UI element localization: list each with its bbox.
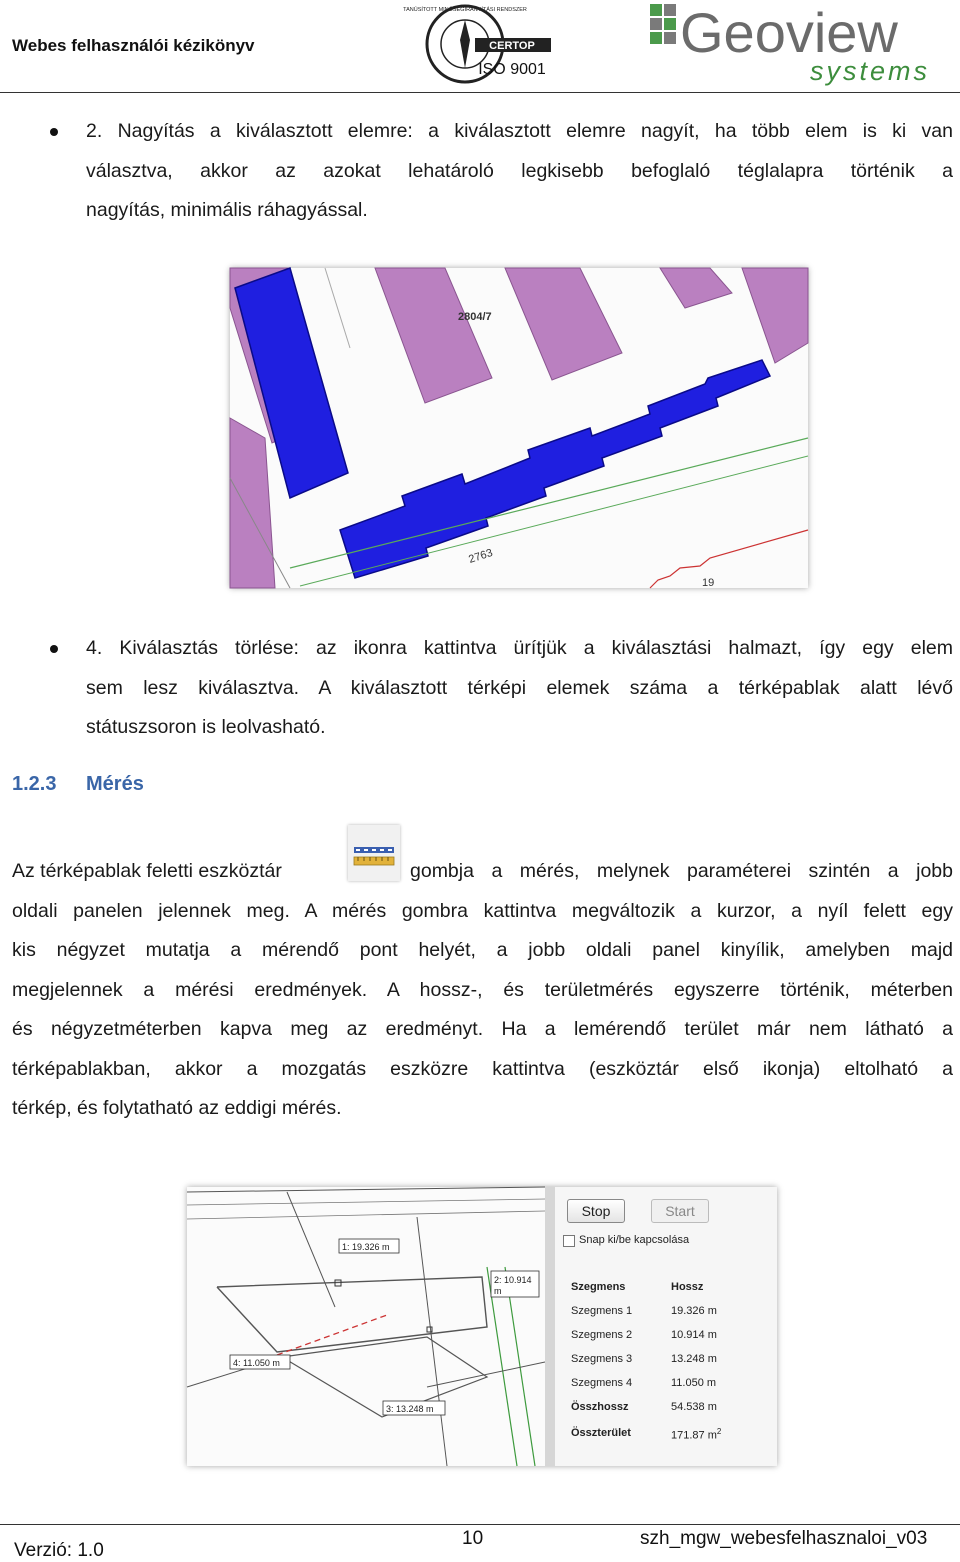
snap-label: Snap ki/be kapcsolása bbox=[579, 1234, 690, 1246]
start-button[interactable]: Start bbox=[651, 1199, 709, 1223]
area-unit-superscript: 2 bbox=[716, 1427, 722, 1436]
item-number: 4. bbox=[86, 637, 103, 659]
logo-main-text: Geoview bbox=[680, 1, 898, 64]
panel-splitter[interactable] bbox=[545, 1187, 555, 1466]
col-length-header: Hossz bbox=[671, 1281, 704, 1293]
map-label-1: 1: 19.326 m bbox=[342, 1242, 390, 1252]
header-rule bbox=[0, 92, 960, 93]
item-2-text: 2. Nagyítás a kiválasztott elemre: a kiválasztott elemre nagyít, ha több elem is ki van választva, akkor az azokat lehatároló legkisebb befoglaló téglalapra történik a nagyítás, minimális ráhagyással. bbox=[86, 120, 954, 221]
footer-version: Verzió: 1.0 bbox=[14, 1540, 104, 1561]
geoview-logo bbox=[650, 2, 955, 88]
bullet bbox=[50, 645, 58, 653]
measure-panel bbox=[555, 1187, 777, 1466]
segment-name: Szegmens 1 bbox=[571, 1305, 633, 1317]
measure-map bbox=[187, 1187, 545, 1466]
total-length-label: Összhossz bbox=[571, 1401, 629, 1413]
segment-name: Szegmens 4 bbox=[571, 1377, 633, 1389]
map-label-2763: 2763 bbox=[467, 546, 495, 566]
stop-button[interactable]: Stop bbox=[567, 1199, 625, 1223]
iso-certificate-logo bbox=[403, 2, 560, 88]
cert-brand: CERTOP bbox=[489, 40, 535, 52]
segment-value: 11.050 m bbox=[671, 1377, 717, 1389]
section-heading bbox=[12, 773, 144, 796]
logo-sub-text: systems bbox=[810, 56, 931, 86]
cert-ring-text: TANÚSÍTOTT MINŐSÉGIRÁNYÍTÁSI RENDSZER bbox=[403, 7, 527, 13]
segment-value: 13.248 m bbox=[671, 1353, 717, 1365]
bullet bbox=[50, 128, 58, 136]
total-area-value: 171.87 $m^2$ bbox=[671, 1427, 722, 1442]
cert-standard: ISO 9001 bbox=[478, 61, 546, 78]
item-number: 2. bbox=[86, 120, 103, 142]
snap-checkbox[interactable] bbox=[563, 1235, 575, 1247]
section-title: Mérés bbox=[86, 773, 144, 795]
section-number: 1.2.3 bbox=[12, 773, 57, 795]
total-length-value: 54.538 m bbox=[671, 1401, 717, 1413]
footer-page-number: 10 bbox=[462, 1528, 484, 1549]
item-4-text: 4. Kiválasztás törlése: az ikonra kattintva ürítjük a kiválasztási halmazt, így egy elem sem lesz kiválasztva. A kiválasztott térképi elemek száma a térképablak alatt lévő státuszsoron is leolvasható. bbox=[86, 637, 953, 738]
map-label-19: 19 bbox=[702, 577, 715, 589]
col-segment-header: Szegmens bbox=[571, 1281, 626, 1293]
segment-value: 10.914 m bbox=[671, 1329, 717, 1341]
map-label-2-unit: m bbox=[494, 1286, 502, 1296]
total-area-label: Összterület bbox=[571, 1427, 631, 1439]
map-label-parcel: 2804/7 bbox=[458, 311, 492, 323]
map-label-3: 3: 13.248 m bbox=[386, 1404, 434, 1414]
document-title: Webes felhasználói kézikönyv bbox=[12, 36, 255, 55]
footer-rule bbox=[0, 1524, 960, 1525]
zoom-selection-map bbox=[230, 268, 808, 588]
map-label-2: 2: 10.914 bbox=[494, 1275, 532, 1285]
segment-name: Szegmens 3 bbox=[571, 1353, 633, 1365]
measure-screenshot bbox=[187, 1187, 777, 1466]
map-label-4: 4: 11.050 m bbox=[233, 1358, 280, 1368]
segment-value: 19.326 m bbox=[671, 1305, 717, 1317]
measure-tool-icon[interactable] bbox=[348, 825, 400, 881]
segment-name: Szegmens 2 bbox=[571, 1329, 633, 1341]
measure-description: Az térképablak feletti eszköztár gombja a mérés, melynek paraméterei szintén a jobb oldali panelen jelennek meg. A mérés gombra kattintva megváltozik a kurzor, a nyíl felett egy kis négyzet mutatja a mérendő pont helyét, a jobb oldali panel kinyílik, amelyben majd megjelennek a mérési eredmények. A hossz-, és területmérés egyszerre történik, méterben és négyzetméterben kapva meg az eredményt. Ha a lemérendő terület már nem látható a térképablakban, akkor a mozgatás eszközre kattintva (eszköztár első ikonja) eltolható a térkép, és folytatható az eddigi mérés. bbox=[12, 860, 953, 1119]
footer-doc-id: szh_mgw_webesfelhasznaloi_v03 bbox=[640, 1528, 928, 1549]
